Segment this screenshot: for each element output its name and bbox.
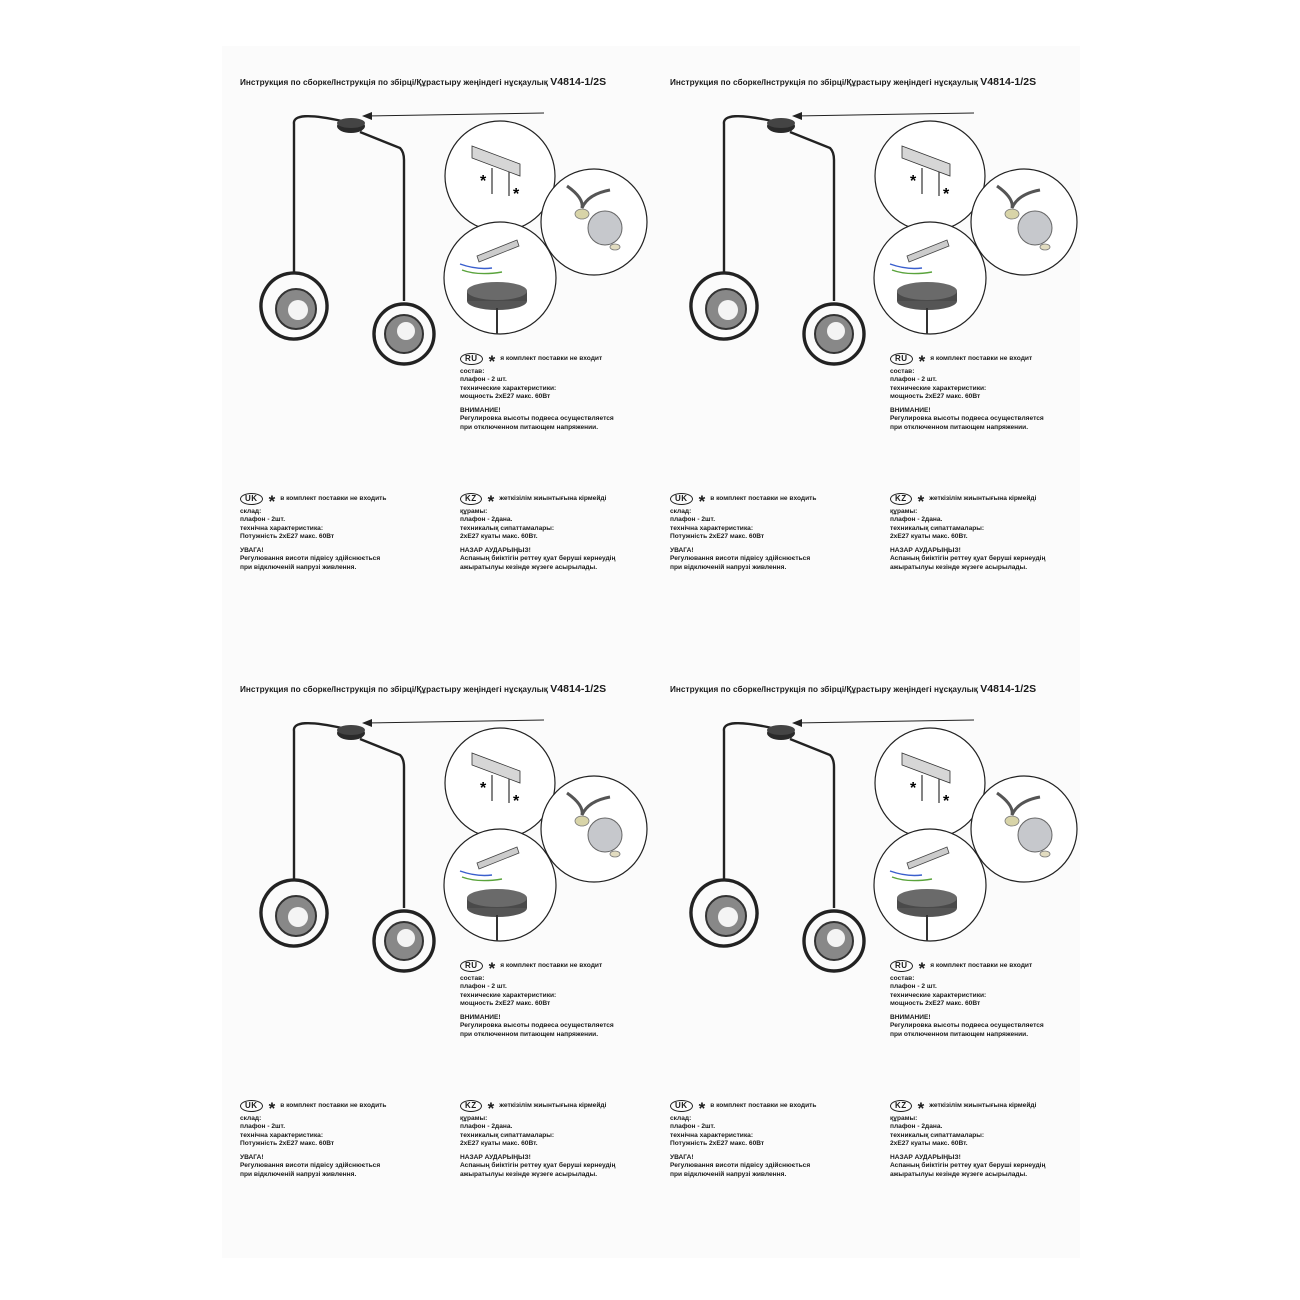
kz-block <box>890 492 1045 572</box>
ru-warning-line: при отключенном питающем напряжении. <box>890 1030 1029 1038</box>
canopy-wiring-circle <box>874 222 986 334</box>
ru-line: мощность 2хЕ27 макс. 60Вт <box>890 392 981 400</box>
uk-line: Потужність 2хЕ27 макс. 60Вт <box>240 532 335 540</box>
ru-line: мощность 2хЕ27 макс. 60Вт <box>460 999 551 1007</box>
uk-note: в комплект поставки не входить <box>280 494 387 502</box>
uk-warning-title: УВАГА! <box>670 547 694 555</box>
ru-line: плафон - 2 шт. <box>890 376 937 384</box>
svg-text:*: * <box>910 780 917 797</box>
kz-line: құрамы: <box>460 508 488 515</box>
star-icon: * <box>268 1099 276 1118</box>
star-icon: * <box>917 492 925 511</box>
uk-warning-line: при відключеній напрузі живлення. <box>670 563 787 571</box>
kz-warning-line: ажыратылуы кезінде жүзеге асырылады. <box>460 1170 598 1178</box>
kz-line: техникалық сипаттамалары: <box>460 1131 555 1139</box>
uk-block <box>670 1099 816 1179</box>
kz-warning-line: Аспаның биіктігін реттеу қуат беруші кернеудің <box>460 555 616 563</box>
kz-line: техникалық сипаттамалары: <box>890 1131 985 1139</box>
instruction-panel-top-right <box>652 46 1082 646</box>
kz-line: 2хЕ27 куаты макс. 60Вт. <box>460 1139 538 1147</box>
kz-badge: KZ <box>460 1100 482 1112</box>
star-icon: * <box>918 959 926 978</box>
uk-warning-line: Регулювання висоти підвісу здійснюється <box>240 1162 381 1170</box>
model-number: V4814-1/2S <box>550 76 607 88</box>
kz-line: 2хЕ27 куаты макс. 60Вт. <box>460 532 538 540</box>
kz-block <box>890 1099 1045 1179</box>
ru-line: состав: <box>890 975 915 982</box>
ru-note: я комплект поставки не входит <box>930 961 1033 969</box>
kz-line: құрамы: <box>890 1115 918 1122</box>
uk-warning-title: УВАГА! <box>240 1154 264 1162</box>
instruction-panel-bottom-left <box>222 653 652 1253</box>
uk-line: Потужність 2хЕ27 макс. 60Вт <box>670 1139 765 1147</box>
model-number: V4814-1/2S <box>980 76 1037 88</box>
uk-warning-title: УВАГА! <box>240 547 264 555</box>
bracket-detail-circle <box>445 121 555 231</box>
kz-note: жеткізілім жиынтығына кірмейді <box>929 1101 1037 1109</box>
uk-line: технічна характеристика: <box>670 524 754 532</box>
kz-warning-title: НАЗАР АУДАРЫҢЫЗ! <box>890 1154 961 1162</box>
uk-line: склад: <box>670 508 692 515</box>
uk-line: плафон - 2шт. <box>670 516 716 524</box>
ru-line: плафон - 2 шт. <box>460 983 507 991</box>
uk-line: склад: <box>670 1115 692 1122</box>
ru-note: я комплект поставки не входит <box>930 354 1033 362</box>
uk-badge: UK <box>240 1100 263 1112</box>
kz-warning-line: Аспаның биіктігін реттеу қуат беруші кернеудің <box>460 1162 616 1170</box>
kz-line: плафон - 2дана. <box>460 516 513 524</box>
uk-warning-title: УВАГА! <box>670 1154 694 1162</box>
ru-warning-line: при отключенном питающем напряжении. <box>890 423 1029 431</box>
instruction-sheet <box>222 46 1080 1258</box>
ru-block <box>890 352 1044 432</box>
ru-line: технические характеристики: <box>890 991 987 999</box>
title-text: Инструкция по сборке/Інструкція по збірці/Құрастыру жеңіндегі нұсқаулық <box>240 78 548 87</box>
ru-warning-title: ВНИМАНИЕ! <box>460 407 501 415</box>
star-icon: * <box>698 1099 706 1118</box>
ru-block <box>890 959 1044 1039</box>
canopy-wiring-circle <box>874 829 986 941</box>
ru-line: технические характеристики: <box>460 384 557 392</box>
kz-line: 2хЕ27 куаты макс. 60Вт. <box>890 532 968 540</box>
model-number: V4814-1/2S <box>550 683 607 695</box>
uk-block <box>240 1099 386 1179</box>
ru-warning-title: ВНИМАНИЕ! <box>890 1014 931 1022</box>
kz-warning-line: Аспаның биіктігін реттеу қуат беруші кернеудің <box>890 1162 1046 1170</box>
shade-detail-circle <box>541 776 647 882</box>
star-icon: * <box>918 352 926 371</box>
kz-block <box>460 492 615 572</box>
ru-line: плафон - 2 шт. <box>890 983 937 991</box>
ru-warning-line: при отключенном питающем напряжении. <box>460 1030 599 1038</box>
title-text: Инструкция по сборке/Інструкція по збірці/Құрастыру жеңіндегі нұсқаулық <box>670 685 978 694</box>
kz-note: жеткізілім жиынтығына кірмейді <box>499 494 607 502</box>
uk-warning-line: при відключеній напрузі живлення. <box>240 563 357 571</box>
instruction-panel-top-left <box>222 46 652 646</box>
uk-line: технічна характеристика: <box>240 1131 324 1139</box>
star-icon: * <box>487 492 495 511</box>
ru-line: состав: <box>460 975 485 982</box>
kz-badge: KZ <box>890 493 912 505</box>
uk-line: плафон - 2шт. <box>240 516 286 524</box>
star-icon: * <box>487 1099 495 1118</box>
kz-warning-line: ажыратылуы кезінде жүзеге асырылады. <box>460 563 598 571</box>
ru-warning-line: Регулировка высоты подвеса осуществляется <box>890 415 1044 423</box>
kz-warning-line: Аспаның биіктігін реттеу қуат беруші кернеудің <box>890 555 1046 563</box>
star-icon: * <box>917 1099 925 1118</box>
uk-warning-line: Регулювання висоти підвісу здійснюється <box>670 1162 811 1170</box>
kz-line: 2хЕ27 куаты макс. 60Вт. <box>890 1139 968 1147</box>
star-icon: * <box>268 492 276 511</box>
kz-line: құрамы: <box>460 1115 488 1122</box>
uk-block <box>670 492 816 572</box>
canopy-wiring-circle <box>444 222 556 334</box>
kz-warning-line: ажыратылуы кезінде жүзеге асырылады. <box>890 1170 1028 1178</box>
kz-warning-title: НАЗАР АУДАРЫҢЫЗ! <box>460 547 531 555</box>
uk-line: плафон - 2шт. <box>240 1123 286 1131</box>
model-number: V4814-1/2S <box>980 683 1037 695</box>
kz-warning-title: НАЗАР АУДАРЫҢЫЗ! <box>460 1154 531 1162</box>
kz-note: жеткізілім жиынтығына кірмейді <box>929 494 1037 502</box>
uk-badge: UK <box>240 493 263 505</box>
instruction-panel-bottom-right <box>652 653 1082 1253</box>
ru-line: мощность 2хЕ27 макс. 60Вт <box>890 999 981 1007</box>
shade-detail-circle <box>541 169 647 275</box>
uk-block <box>240 492 386 572</box>
svg-text:*: * <box>943 186 950 203</box>
svg-text:*: * <box>513 793 520 810</box>
uk-line: плафон - 2шт. <box>670 1123 716 1131</box>
svg-text:*: * <box>480 780 487 797</box>
title-text: Инструкция по сборке/Інструкція по збірці/Құрастыру жеңіндегі нұсқаулық <box>240 685 548 694</box>
uk-note: в комплект поставки не входить <box>710 1101 817 1109</box>
kz-line: плафон - 2дана. <box>890 1123 943 1131</box>
uk-line: технічна характеристика: <box>240 524 324 532</box>
ru-block <box>460 352 614 432</box>
kz-line: техникалық сипаттамалары: <box>460 524 555 532</box>
uk-warning-line: при відключеній напрузі живлення. <box>240 1170 357 1178</box>
uk-note: в комплект поставки не входить <box>710 494 817 502</box>
ru-warning-title: ВНИМАНИЕ! <box>460 1014 501 1022</box>
uk-warning-line: Регулювання висоти підвісу здійснюється <box>670 555 811 563</box>
bracket-detail-circle <box>875 728 985 838</box>
star-icon: * <box>488 352 496 371</box>
kz-line: плафон - 2дана. <box>890 516 943 524</box>
kz-line: плафон - 2дана. <box>460 1123 513 1131</box>
ru-badge: RU <box>460 353 483 365</box>
kz-badge: KZ <box>460 493 482 505</box>
kz-badge: KZ <box>890 1100 912 1112</box>
uk-warning-line: при відключеній напрузі живлення. <box>670 1170 787 1178</box>
title-text: Инструкция по сборке/Інструкція по збірці/Құрастыру жеңіндегі нұсқаулық <box>670 78 978 87</box>
ru-line: технические характеристики: <box>460 991 557 999</box>
shade-detail-circle <box>971 776 1077 882</box>
kz-line: құрамы: <box>890 508 918 515</box>
ru-warning-line: при отключенном питающем напряжении. <box>460 423 599 431</box>
star-icon: * <box>488 959 496 978</box>
uk-line: склад: <box>240 1115 262 1122</box>
ru-warning-line: Регулировка высоты подвеса осуществляется <box>460 415 614 423</box>
star-icon: * <box>698 492 706 511</box>
uk-warning-line: Регулювання висоти підвісу здійснюється <box>240 555 381 563</box>
svg-text:*: * <box>943 793 950 810</box>
bracket-detail-circle <box>875 121 985 231</box>
uk-badge: UK <box>670 1100 693 1112</box>
ru-note: я комплект поставки не входит <box>500 354 603 362</box>
ru-badge: RU <box>890 353 913 365</box>
ru-line: плафон - 2 шт. <box>460 376 507 384</box>
ru-badge: RU <box>460 960 483 972</box>
ru-warning-line: Регулировка высоты подвеса осуществляется <box>890 1022 1044 1030</box>
kz-warning-title: НАЗАР АУДАРЫҢЫЗ! <box>890 547 961 555</box>
uk-note: в комплект поставки не входить <box>280 1101 387 1109</box>
uk-badge: UK <box>670 493 693 505</box>
ru-badge: RU <box>890 960 913 972</box>
bracket-detail-circle <box>445 728 555 838</box>
svg-text:*: * <box>910 173 917 190</box>
kz-block <box>460 1099 615 1179</box>
ru-line: мощность 2хЕ27 макс. 60Вт <box>460 392 551 400</box>
ru-note: я комплект поставки не входит <box>500 961 603 969</box>
uk-line: Потужність 2хЕ27 макс. 60Вт <box>670 532 765 540</box>
ru-line: состав: <box>460 368 485 375</box>
canopy-wiring-circle <box>444 829 556 941</box>
kz-warning-line: ажыратылуы кезінде жүзеге асырылады. <box>890 563 1028 571</box>
uk-line: Потужність 2хЕ27 макс. 60Вт <box>240 1139 335 1147</box>
svg-text:*: * <box>513 186 520 203</box>
ru-line: технические характеристики: <box>890 384 987 392</box>
ru-block <box>460 959 614 1039</box>
kz-note: жеткізілім жиынтығына кірмейді <box>499 1101 607 1109</box>
uk-line: склад: <box>240 508 262 515</box>
svg-text:*: * <box>480 173 487 190</box>
kz-line: техникалық сипаттамалары: <box>890 524 985 532</box>
ru-warning-line: Регулировка высоты подвеса осуществляется <box>460 1022 614 1030</box>
uk-line: технічна характеристика: <box>670 1131 754 1139</box>
ru-line: состав: <box>890 368 915 375</box>
ru-warning-title: ВНИМАНИЕ! <box>890 407 931 415</box>
shade-detail-circle <box>971 169 1077 275</box>
